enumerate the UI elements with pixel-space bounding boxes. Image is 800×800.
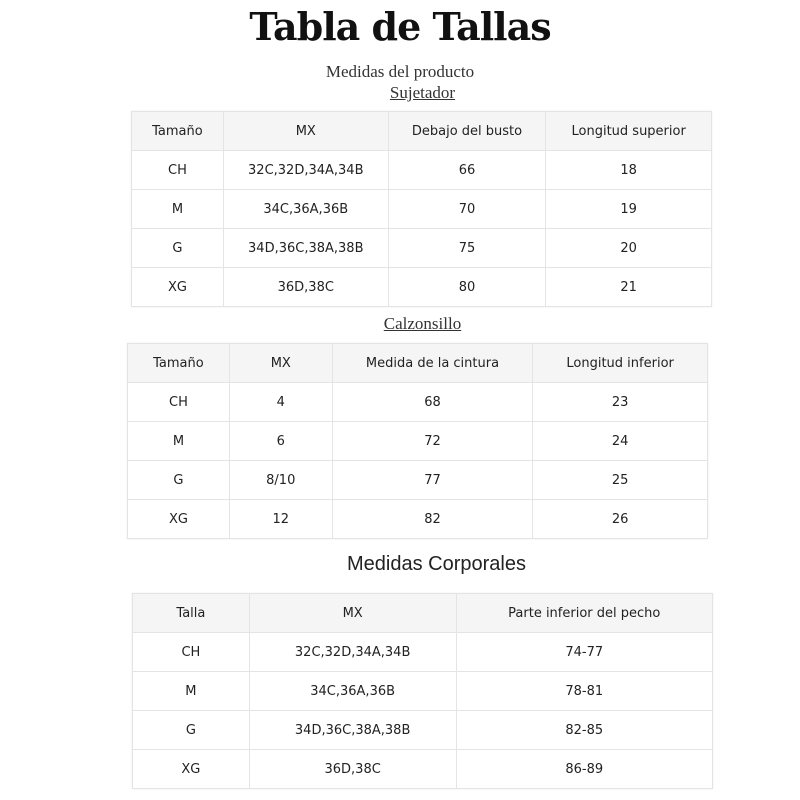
table-header-row xyxy=(132,112,712,151)
table-header-cell: Longitud superior xyxy=(546,112,712,151)
table-cell: 74-77 xyxy=(456,633,712,672)
table-row xyxy=(128,500,708,539)
table-cell: 68 xyxy=(332,383,533,422)
table-row xyxy=(132,229,712,268)
table-cell: 26 xyxy=(533,500,708,539)
table-cell: 18 xyxy=(546,151,712,190)
table-cell: CH xyxy=(133,633,250,672)
page-title: Tabla de Tallas xyxy=(249,4,551,49)
table-cell: 36D,38C xyxy=(223,268,388,307)
table-row xyxy=(133,633,713,672)
table-cell: 25 xyxy=(533,461,708,500)
table-cell: 75 xyxy=(388,229,546,268)
table-header-cell: Talla xyxy=(133,594,250,633)
table-cell: 36D,38C xyxy=(249,750,456,789)
table-cell: CH xyxy=(128,383,230,422)
table-cell: 34C,36A,36B xyxy=(249,672,456,711)
table-cell: G xyxy=(133,711,250,750)
table-cell: G xyxy=(128,461,230,500)
table-cell: 34D,36C,38A,38B xyxy=(249,711,456,750)
body-measurements-heading: Medidas Corporales xyxy=(347,553,526,575)
table-cell: 24 xyxy=(533,422,708,461)
brief-section-label: Calzonsillo xyxy=(383,314,462,333)
table-cell: 82-85 xyxy=(456,711,712,750)
table-cell: CH xyxy=(132,151,224,190)
table-cell: 86-89 xyxy=(456,750,712,789)
table-row xyxy=(132,190,712,229)
table-header-cell: MX xyxy=(249,594,456,633)
table-cell: XG xyxy=(128,500,230,539)
table-header-row xyxy=(133,594,713,633)
table-cell: 19 xyxy=(546,190,712,229)
table-row xyxy=(133,672,713,711)
table-header-cell: Debajo del busto xyxy=(388,112,546,151)
brief-size-table xyxy=(127,343,708,539)
bra-size-table xyxy=(131,111,712,307)
table-cell: M xyxy=(133,672,250,711)
table-cell: 32C,32D,34A,34B xyxy=(223,151,388,190)
table-cell: 34D,36C,38A,38B xyxy=(223,229,388,268)
table-cell: 80 xyxy=(388,268,546,307)
table-cell: XG xyxy=(132,268,224,307)
table-cell: XG xyxy=(133,750,250,789)
table-cell: 78-81 xyxy=(456,672,712,711)
table-cell: 23 xyxy=(533,383,708,422)
table-cell: 20 xyxy=(546,229,712,268)
table-header-cell: Longitud inferior xyxy=(533,344,708,383)
table-cell: 21 xyxy=(546,268,712,307)
table-cell: 72 xyxy=(332,422,533,461)
table-row xyxy=(133,750,713,789)
table-row xyxy=(128,422,708,461)
table-cell: M xyxy=(128,422,230,461)
table-row xyxy=(133,711,713,750)
table-cell: 8/10 xyxy=(229,461,332,500)
table-cell: 82 xyxy=(332,500,533,539)
table-header-cell: Parte inferior del pecho xyxy=(456,594,712,633)
table-header-cell: Tamaño xyxy=(128,344,230,383)
table-cell: M xyxy=(132,190,224,229)
table-row xyxy=(128,461,708,500)
table-header-cell: Tamaño xyxy=(132,112,224,151)
table-cell: 70 xyxy=(388,190,546,229)
table-cell: 12 xyxy=(229,500,332,539)
bra-section-label: Sujetador xyxy=(389,83,456,102)
table-row xyxy=(132,268,712,307)
table-cell: G xyxy=(132,229,224,268)
body-measurements-table xyxy=(132,593,713,789)
table-row xyxy=(132,151,712,190)
table-header-cell: Medida de la cintura xyxy=(332,344,533,383)
page-subtitle: Medidas del producto xyxy=(325,62,475,81)
table-row xyxy=(128,383,708,422)
table-cell: 6 xyxy=(229,422,332,461)
table-cell: 77 xyxy=(332,461,533,500)
table-cell: 32C,32D,34A,34B xyxy=(249,633,456,672)
table-cell: 34C,36A,36B xyxy=(223,190,388,229)
table-header-cell: MX xyxy=(229,344,332,383)
table-header-row xyxy=(128,344,708,383)
table-cell: 4 xyxy=(229,383,332,422)
table-cell: 66 xyxy=(388,151,546,190)
table-header-cell: MX xyxy=(223,112,388,151)
